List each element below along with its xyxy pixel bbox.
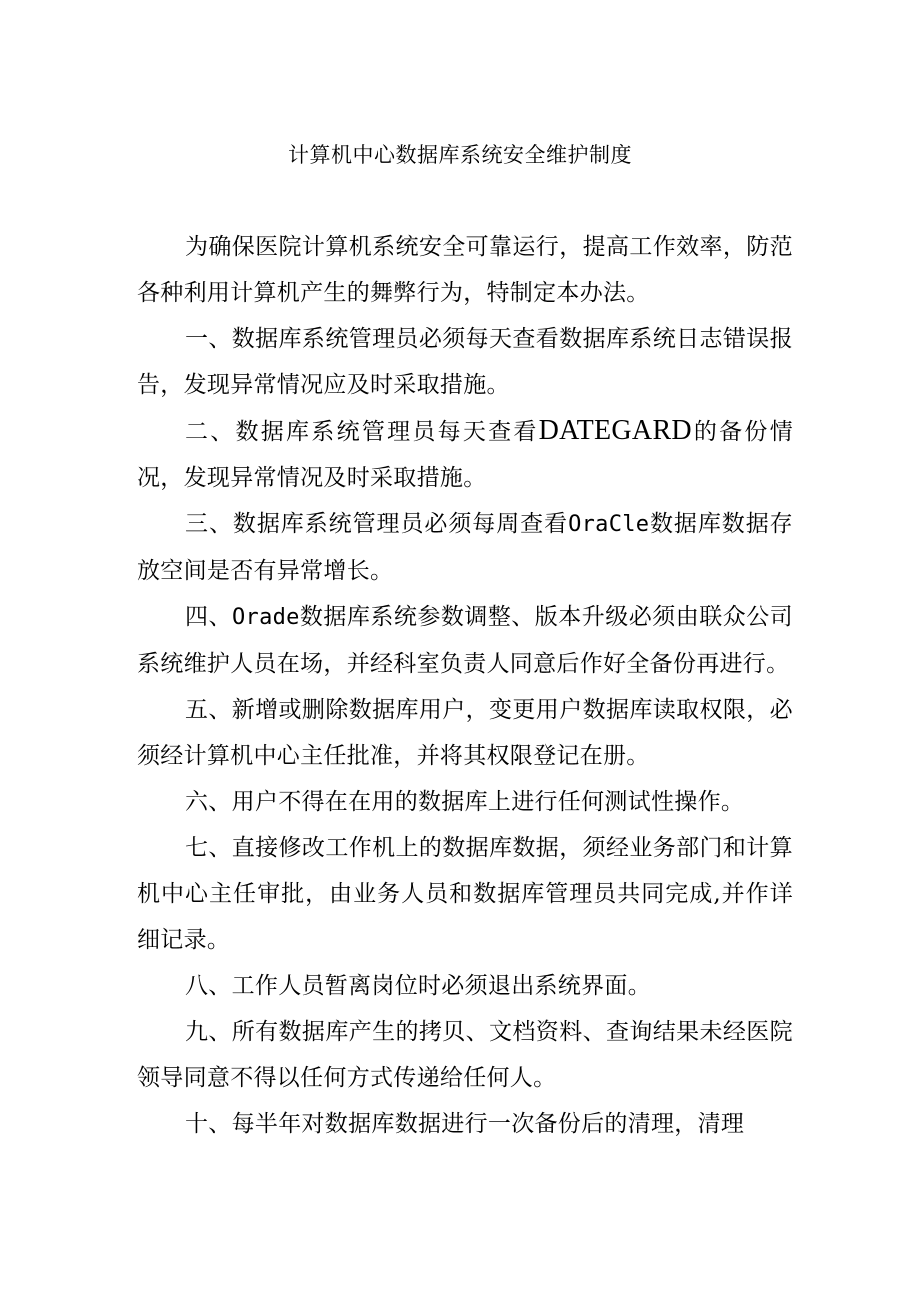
- rule-item-3-after: 数据库数据存放空间是否有异常增长。: [137, 511, 793, 584]
- document-body: [137, 224, 793, 1147]
- rule-item-5: 五、新增或删除数据库用户，变更用户数据库读取权限，必须经计算机中心主任批准，并将其权限登记在册。: [137, 697, 793, 769]
- intro-paragraph: 为确保医院计算机系统安全可靠运行，提高工作效率，防范各种利用计算机产生的舞弊行为，特制定本办法。: [137, 234, 793, 306]
- rule-item-9: 九、所有数据库产生的拷贝、文档资料、查询结果未经医院领导同意不得以任何方式传递给任何人。: [137, 1019, 793, 1091]
- rule-item-4-after: 数据库系统参数调整、版本升级必须由联众公司系统维护人员在场，并经科室负责人同意后作好全备份再进行。: [137, 604, 793, 677]
- rule-item-2-after: 的备份情况，发现异常情况及时采取措施。: [137, 419, 793, 491]
- rule-item-2-before: 二、数据库系统管理员每天查看: [185, 419, 539, 445]
- rule-item-1: 一、数据库系统管理员必须每天查看数据库系统日志错误报告，发现异常情况应及时采取措施。: [137, 326, 793, 398]
- rule-item-7: 七、直接修改工作机上的数据库数据，须经业务部门和计算机中心主任审批，由业务人员和数据库管理员共同完成,并作详细记录。: [137, 835, 793, 953]
- rule-item-10: 十、每半年对数据库数据进行一次备份后的清理，清理: [185, 1111, 745, 1137]
- rule-item-3-before: 三、数据库系统管理员必须每周查看: [185, 511, 569, 537]
- rule-item-3-term: OraCle: [568, 512, 650, 537]
- rule-item-6: 六、用户不得在在用的数据库上进行任何测试性操作。: [185, 789, 745, 815]
- rule-item-2: [137, 408, 793, 501]
- rule-item-4-before: 四、: [185, 604, 232, 630]
- rule-item-3: [137, 501, 793, 594]
- rule-item-8: 八、工作人员暂离岗位时必须退出系统界面。: [185, 973, 651, 999]
- rule-item-4: [137, 594, 793, 687]
- document-title: 计算机中心数据库系统安全维护制度: [288, 143, 632, 167]
- rule-item-4-term: Orade: [231, 605, 300, 630]
- rule-item-2-term: DATEGARD: [538, 415, 692, 446]
